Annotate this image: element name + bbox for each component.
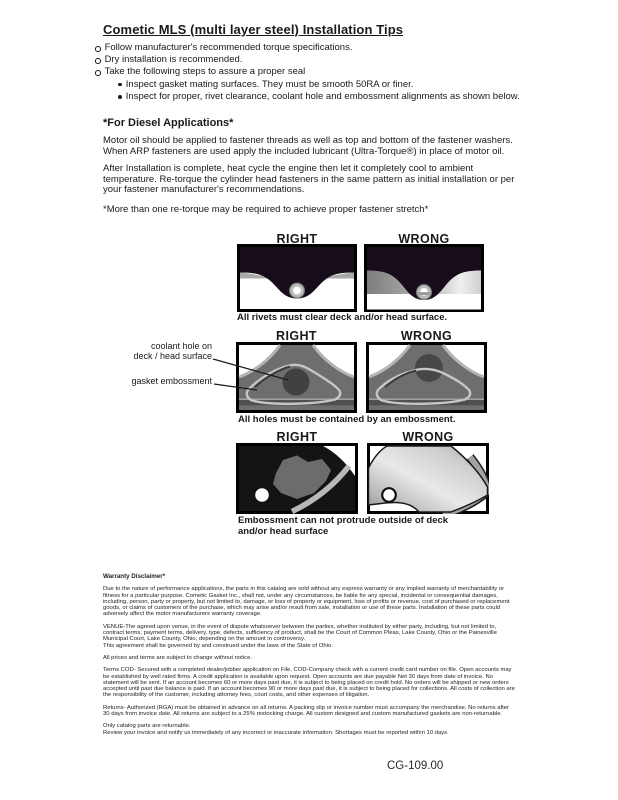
diagram-rivet-right [237,244,357,312]
gasket-embossment-label: gasket embossment [131,376,212,386]
disclaimer-paragraph: This agreement shall be governed by and construed under the laws of the State of Ohio. [103,642,333,649]
coolant-hole-label-line1: coolant hole on [150,341,212,351]
wrong-label: WRONG [402,430,454,444]
caption-rivets: All rivets must clear deck and/or head surface. [237,312,448,323]
diagram-coolant-wrong [366,342,487,413]
disclaimer-paragraph: VENUE-The agreed upon venue, in the event of dispute whatsoever between the parties, whether instituted by either party, including, but not limited to, contract terms, payment terms, delivery, type, defects, sufficiency of product, shall be the Court of Common Pleas, Lake County, Ohio or the Painesville Municipal Court, Lake County, Ohio, depending on the amount in controversy. [103,623,497,643]
coolant-hole-label [95,342,212,361]
diagram-embossment-wrong [367,443,489,514]
wrong-label: WRONG [400,329,453,343]
bullet-dot-icon [118,95,122,99]
diesel-paragraph: After Installation is complete, heat cycle the engine then let it completely cool to ambient temperature. Re-torque the cylinder head fasteners in the same pattern as initial installation or per your fastener manufacturer's recommendations. [103,163,515,196]
list-item [95,66,525,78]
list-item-text: Follow manufacturer's recommended torque specifications. [104,42,353,53]
retorque-note: *More than one re-torque may be required to achieve proper fastener stretch* [103,204,429,215]
list-item-text: Dry installation is recommended. [104,54,243,66]
list-item [95,42,525,54]
list-item-text: Inspect for proper, rivet clearance, coolant hole and embossment alignments as shown below. [125,90,520,102]
disclaimer-paragraph: Review your invoice and notify us immediately of any incorrect or inaccurate information. Shortages must be reported within 10 days. [103,729,449,736]
list-item [95,54,525,66]
diesel-heading: *For Diesel Applications* [103,117,234,129]
caption-embossment-line2: and/or head surface [238,525,329,537]
disclaimer-heading: Warranty Disclaimer* [103,573,166,580]
list-item [95,91,525,103]
warranty-disclaimer [103,574,517,736]
right-label: RIGHT [276,232,318,246]
coolant-hole-label-line2: deck / head surface [133,350,212,361]
pointer-lines [205,340,305,400]
installation-tips-list [95,42,525,103]
disclaimer-paragraph: All prices and terms are subject to change without notice. [103,654,252,661]
right-label: RIGHT [276,329,317,343]
caption-holes: All holes must be contained by an embossment. [238,414,456,425]
wrong-label: WRONG [398,232,450,246]
right-label: RIGHT [276,430,318,444]
bullet-dot-icon [118,83,122,87]
page-title: Cometic MLS (multi layer steel) Installation Tips [103,22,404,37]
list-item-text: Inspect gasket mating surfaces. They must be smooth 50RA or finer. [125,78,414,90]
disclaimer-paragraph: Due to the nature of performance applications, the parts in this catalog are sold without any express warranty or any implied warranty of merchantability or fitness for a particular purpose. Cometic Gasket Inc., shall not, under any circumstances, be liable for any special, incidental or consequential damages, including, person, party or property, but not limited to, damage, or loss of property or equipment, loss of profits or revenue, cost of purchased or replacement goods, or claims of customers of the purchase, which may arise and/or result from sale, installation or use of these parts. Installation of these parts could adversely affect the motor manufacturers warranty coverage. [103,586,510,618]
list-item-text: Take the following steps to assure a proper seal [104,66,306,78]
bullet-circle-icon [95,46,101,52]
caption-embossment-line1: Embossment can not protrude outside of deck [238,515,449,526]
bullet-circle-icon [95,70,101,76]
page-code: CG-109.00 [387,760,444,772]
caption-embossment [238,516,478,537]
diagram-rivet-wrong [364,244,484,312]
list-item [95,79,525,91]
diagram-embossment-right [236,443,358,514]
bullet-circle-icon [95,58,101,64]
diesel-paragraph: Motor oil should be applied to fastener threads as well as top and bottom of the fastener washers. When ARP fasteners are used apply the included lubricant (Ultra-Torque®) in place of motor oil. [103,135,513,157]
disclaimer-paragraph: Only catalog parts are returnable. [103,723,191,730]
disclaimer-paragraph: Returns- Authorized (RGA) must be obtained in advance on all returns. A packing slip or invoice number must accompany the merchandise. No returns after 30 days from invoice date. All returns are subject to a 25% restocking charge. All custom designed and custom manufactured gaskets are non-returnable. [103,704,510,718]
disclaimer-paragraph: Terms COD- Secured with a completed dealer/jobber application on File, COD-Company check with a current credit card number on file. Open accounts may be established by well rated firms. A credit application is available upon request. Open accounts are due payable Net 30 days from date of invoice. No statement will be sent. If an account becomes 60 or more days past due, it is subject to being placed on credit hold. No orders will be shipped or new orders accepted until past due balance is paid. If an account becomes 90 or more days past due, it is subject to being placed for collections. All costs of collection are the responsibility of the customer, including attorney fees, court costs, and other expenses of litigation. [103,667,515,699]
